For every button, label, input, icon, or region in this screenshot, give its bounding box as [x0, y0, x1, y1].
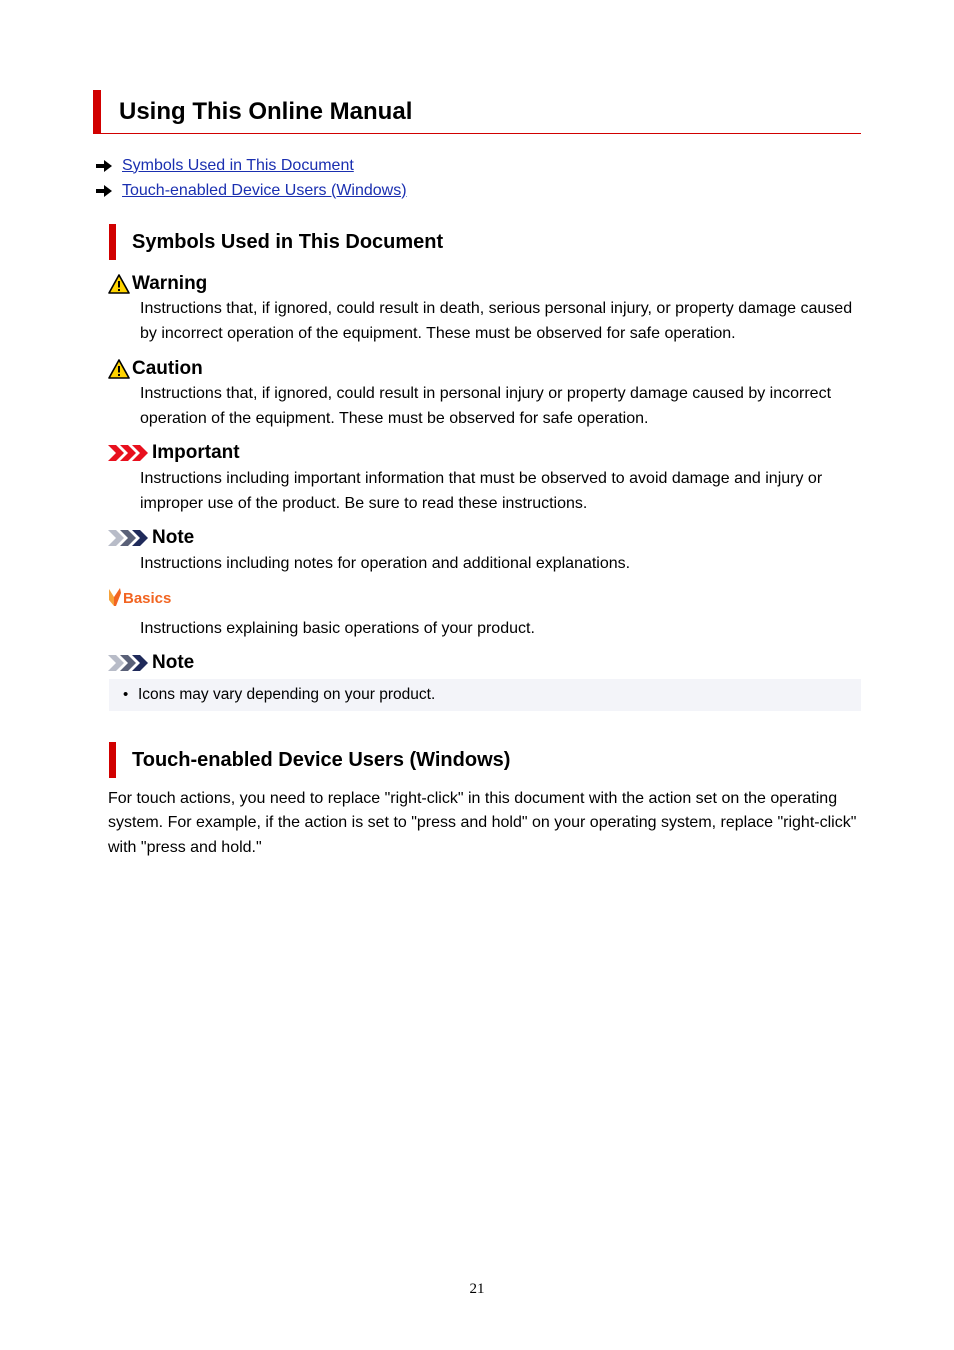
note-box	[109, 679, 861, 711]
warning-label: Warning	[132, 273, 208, 294]
note-chevrons-icon	[108, 530, 148, 546]
section-title-touch: Touch-enabled Device Users (Windows)	[132, 749, 511, 771]
note-description: Instructions including notes for operation and additional explanations.	[140, 555, 631, 572]
note-heading	[108, 526, 194, 550]
page-title-block	[93, 90, 861, 134]
basics-bookmark-icon	[108, 587, 122, 607]
section-heading-touch	[109, 742, 511, 778]
toc	[96, 153, 407, 203]
important-label: Important	[152, 442, 240, 463]
toc-item-symbols	[96, 153, 407, 178]
note-label: Note	[152, 527, 195, 548]
important-heading	[108, 441, 240, 465]
basics-heading	[108, 585, 171, 607]
arrow-right-icon	[96, 160, 112, 172]
caution-triangle-icon	[108, 359, 130, 379]
toc-item-touch	[96, 178, 407, 203]
basics-description: Instructions explaining basic operations of your product.	[140, 620, 535, 637]
toc-link-symbols[interactable]: Symbols Used in This Document	[122, 156, 354, 174]
page-number: 21	[469, 1281, 485, 1297]
basics-label: Basics	[123, 590, 172, 607]
important-chevrons-icon	[108, 445, 148, 461]
touch-description: For touch actions, you need to replace "right-click" in this document with the action set on the operating system. For example, if the action is set to "press and hold" on your operating system, replace "right-click" with "press and hold."	[108, 790, 857, 856]
toc-link-touch[interactable]: Touch-enabled Device Users (Windows)	[122, 181, 407, 199]
caution-heading	[108, 357, 203, 381]
note2-label: Note	[152, 652, 195, 673]
important-description: Instructions including important information that must be observed to avoid damage and injury or improper use of the product. Be sure to read these instructions.	[140, 470, 823, 512]
warning-heading	[108, 272, 207, 296]
note-bullet-text: Icons may vary depending on your product.	[138, 686, 436, 703]
page-title: Using This Online Manual	[119, 98, 413, 125]
section-title-symbols: Symbols Used in This Document	[132, 231, 444, 253]
warning-description: Instructions that, if ignored, could result in death, serious personal injury, or property damage caused by incorrect operation of the equipment. These must be observed for safe operation.	[140, 300, 853, 342]
caution-description: Instructions that, if ignored, could result in personal injury or property damage caused by incorrect operation of the equipment. These must be observed for safe operation.	[140, 385, 832, 427]
warning-triangle-icon	[108, 274, 130, 294]
note2-heading	[108, 651, 194, 675]
arrow-right-icon	[96, 185, 112, 197]
caution-label: Caution	[132, 358, 203, 379]
section-heading-symbols	[109, 224, 444, 260]
note-chevrons-icon	[108, 655, 148, 671]
bullet-icon: •	[123, 686, 129, 703]
